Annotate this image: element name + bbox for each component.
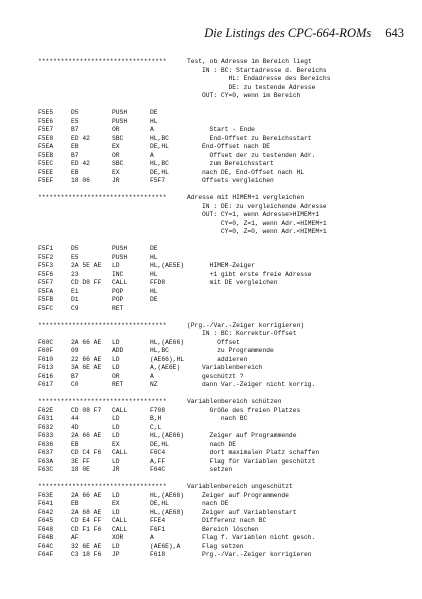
listing-line	[38, 177, 414, 186]
opcode-bytes: B7	[71, 126, 79, 133]
address: F5F6	[38, 270, 54, 278]
opcode-bytes: ED 42	[71, 134, 90, 142]
opcode-bytes: C3 18 F6	[71, 551, 102, 558]
address: F5E6	[38, 117, 54, 125]
comment: Offset der zu testenden Adr.	[202, 151, 316, 159]
comment: nach DE	[202, 500, 229, 507]
running-header	[40, 26, 404, 40]
listing-line	[38, 262, 414, 271]
listing-line	[38, 526, 414, 535]
opcode-bytes: 32 6E AE	[71, 542, 102, 550]
mnemonic: PUSH	[112, 117, 128, 125]
opcode-bytes: CD E4 FF	[71, 517, 102, 524]
opcode-bytes: EB	[71, 143, 79, 150]
address: F64B	[38, 534, 54, 541]
operand: HL,(AE66)	[150, 338, 185, 346]
listing-line	[38, 509, 414, 518]
operand: DE,HL	[150, 500, 169, 507]
operand: A	[150, 151, 154, 159]
opcode-bytes: D5	[71, 109, 79, 116]
operand: HL,BC	[150, 160, 169, 167]
operand: (AE66),HL	[150, 355, 185, 363]
opcode-bytes: CD F1 F6	[71, 525, 102, 533]
mnemonic: INC	[112, 270, 124, 278]
mnemonic: POP	[112, 296, 124, 303]
operand: DE	[150, 109, 158, 116]
listing-line	[38, 67, 414, 76]
opcode-bytes: 23	[71, 270, 79, 278]
mnemonic: LD	[112, 423, 120, 431]
mnemonic: PUSH	[112, 245, 128, 252]
opcode-bytes: E5	[71, 253, 79, 261]
opcode-bytes: 3A 6E AE	[71, 364, 102, 371]
address: F642	[38, 508, 54, 516]
mnemonic: JP	[112, 551, 120, 558]
comment: HIMEM-Zeiger	[202, 262, 255, 269]
opcode-bytes: C9	[71, 304, 79, 312]
comment: zum Bereichsstart	[202, 160, 274, 167]
running-title: Die Listings des CPC-664-ROMs	[204, 26, 372, 40]
listing-line	[38, 271, 414, 280]
address: F645	[38, 517, 54, 524]
opcode-bytes: AF	[71, 534, 79, 541]
comment: IN : BC: Korrektur-Offset	[202, 330, 297, 337]
listing-line	[38, 458, 414, 467]
comment: Zeiger auf Variablenstart	[202, 508, 297, 516]
comment: Offset	[202, 338, 240, 346]
listing-line	[38, 160, 414, 169]
comment: Prg.-/Var.-Zeiger korrigieren	[202, 551, 312, 558]
comment: Offsets vergleichen	[202, 177, 274, 184]
opcode-bytes: 2A 66 AE	[71, 491, 102, 499]
operand: DE,HL	[150, 168, 169, 176]
operand: HL,(AE5E)	[150, 262, 185, 269]
address: F64C	[38, 542, 54, 550]
comment: Zeiger auf Programmende	[202, 432, 297, 439]
mnemonic: EX	[112, 440, 120, 448]
operand: HL	[150, 270, 158, 278]
address: F5EE	[38, 168, 54, 176]
mnemonic: LD	[112, 432, 120, 439]
opcode-bytes: CD D8 FF	[71, 279, 102, 286]
listing-line	[38, 203, 414, 212]
address: F632	[38, 423, 54, 431]
operand: HL,BC	[150, 134, 169, 142]
operand: A,FF	[150, 457, 166, 465]
separator-rule: **********************************	[38, 398, 167, 405]
listing-line	[38, 118, 414, 127]
listing-line	[38, 109, 414, 118]
listing-line	[38, 135, 414, 144]
listing-line	[38, 254, 414, 263]
listing-line	[38, 220, 414, 229]
comment: zu Programmende	[202, 347, 274, 354]
listing-line	[38, 432, 414, 441]
operand: A	[150, 372, 154, 380]
operand: HL,(AE66)	[150, 491, 185, 499]
address: F648	[38, 525, 54, 533]
address: F62E	[38, 406, 54, 414]
listing-line	[38, 169, 414, 178]
listing-line	[38, 551, 414, 560]
comment: DE: zu testende Adresse	[202, 83, 316, 91]
address: F5EB	[38, 151, 54, 159]
address: F5E5	[38, 109, 54, 116]
opcode-bytes: EB	[71, 440, 79, 448]
opcode-bytes: D1	[71, 296, 79, 303]
mnemonic: PUSH	[112, 253, 128, 261]
comment: IN : DE: zu vergleichende Adresse	[202, 202, 327, 210]
listing-line	[38, 407, 414, 416]
address: F5EC	[38, 160, 54, 167]
listing-line	[38, 305, 414, 314]
opcode-bytes: CD C4 F6	[71, 449, 102, 456]
comment: End-Offset zu Bereichsstart	[202, 134, 312, 142]
operand: F6C4	[150, 449, 166, 456]
listing-line	[38, 296, 414, 305]
separator-rule: **********************************	[38, 321, 167, 329]
listing-line	[38, 517, 414, 526]
listing-line	[38, 288, 414, 297]
listing-line	[38, 84, 414, 93]
listing-line	[38, 543, 414, 552]
listing-line	[38, 126, 414, 135]
listing-line	[38, 143, 414, 152]
separator-rule: **********************************	[38, 483, 167, 490]
mnemonic: LD	[112, 457, 120, 465]
opcode-bytes: E1	[71, 287, 79, 295]
address: F5F1	[38, 245, 54, 252]
mnemonic: CALL	[112, 279, 128, 286]
opcode-bytes: D5	[71, 245, 79, 252]
operand: F5F7	[150, 177, 166, 184]
mnemonic: XOR	[112, 534, 124, 541]
comment: nach BC	[202, 415, 248, 422]
listing-line	[38, 58, 414, 67]
mnemonic: LD	[112, 542, 120, 550]
listing-line	[38, 441, 414, 450]
comment: OUT: CY=0, wenn im Bereich	[202, 92, 301, 99]
mnemonic: JR	[112, 466, 120, 473]
opcode-bytes: 44	[71, 415, 79, 422]
operand: B,H	[150, 415, 162, 422]
mnemonic: LD	[112, 262, 120, 269]
operand: F708	[150, 406, 166, 414]
listing-line	[38, 245, 414, 254]
comment: Variablenbereich schützen	[187, 398, 282, 405]
comment: End-Offset nach DE	[202, 143, 271, 150]
opcode-bytes: EB	[71, 168, 79, 176]
address: F60F	[38, 347, 54, 354]
listing-line	[38, 449, 414, 458]
operand: NZ	[150, 381, 158, 388]
operand: HL	[150, 287, 158, 295]
mnemonic: LD	[112, 508, 120, 516]
operand: FFE4	[150, 517, 166, 524]
operand: HL	[150, 253, 158, 261]
comment: Flag setzen	[202, 542, 244, 550]
block-spacer	[38, 475, 414, 484]
mnemonic: EX	[112, 168, 120, 176]
opcode-bytes: 22 66 AE	[71, 355, 102, 363]
mnemonic: SBC	[112, 160, 124, 167]
listing-line	[38, 194, 414, 203]
comment: Bereich löschen	[202, 525, 259, 533]
mnemonic: POP	[112, 287, 124, 295]
comment: Zeiger auf Programmende	[202, 491, 289, 499]
operand: A,(AE6E)	[150, 364, 181, 371]
comment: Start - Ende	[202, 126, 255, 133]
listing-line	[38, 492, 414, 501]
address: F5FB	[38, 296, 54, 303]
mnemonic: PUSH	[112, 109, 128, 116]
mnemonic: LD	[112, 491, 120, 499]
address: F637	[38, 449, 54, 456]
comment: setzen	[202, 466, 233, 473]
opcode-bytes: 2A 66 AE	[71, 338, 102, 346]
listing-line	[38, 356, 414, 365]
address: F5FC	[38, 304, 54, 312]
listing-line	[38, 75, 414, 84]
block-spacer	[38, 313, 414, 322]
block-spacer	[38, 101, 414, 110]
opcode-bytes: 2A 5E AE	[71, 262, 102, 269]
mnemonic: RET	[112, 304, 124, 312]
address: F613	[38, 364, 54, 371]
operand: F64C	[150, 466, 166, 473]
block-spacer	[38, 390, 414, 399]
address: F5FA	[38, 287, 54, 295]
mnemonic: CALL	[112, 517, 128, 524]
separator-rule: **********************************	[38, 194, 167, 201]
address: F5F7	[38, 279, 54, 286]
listing-line	[38, 483, 414, 492]
address: F633	[38, 432, 54, 439]
comment: +1 gibt erste freie Adresse	[202, 270, 312, 278]
block-spacer	[38, 237, 414, 246]
comment: Flag für Variablen geschützt	[202, 457, 316, 465]
comment: nach DE, End-Offset nach HL	[202, 168, 305, 176]
opcode-bytes: ED 42	[71, 160, 90, 167]
assembler-listing	[38, 58, 414, 560]
comment: IN : BC: Startadresse d. Bereichs	[202, 66, 327, 74]
listing-line	[38, 347, 414, 356]
opcode-bytes: 2A 68 AE	[71, 508, 102, 516]
listing-line	[38, 228, 414, 237]
comment: Test, ob Adresse im Bereich liegt	[187, 58, 312, 65]
mnemonic: LD	[112, 338, 120, 346]
comment: addieren	[202, 355, 248, 363]
operand: DE	[150, 245, 158, 252]
address: F5E8	[38, 134, 54, 142]
address: F641	[38, 500, 54, 507]
listing-line	[38, 92, 414, 101]
mnemonic: SBC	[112, 134, 124, 142]
address: F63A	[38, 457, 54, 465]
operand: C,L	[150, 423, 162, 431]
operand: HL,(AE66)	[150, 432, 185, 439]
operand: DE	[150, 296, 158, 303]
operand: A	[150, 534, 154, 541]
comment: dann Var.-Zeiger nicht korrig.	[202, 381, 316, 388]
opcode-bytes: 2A 66 AE	[71, 432, 102, 439]
opcode-bytes: B7	[71, 151, 79, 159]
mnemonic: ADD	[112, 347, 124, 354]
opcode-bytes: CD 08 F7	[71, 406, 102, 414]
listing-line	[38, 330, 414, 339]
mnemonic: OR	[112, 126, 120, 133]
mnemonic: OR	[112, 151, 120, 159]
listing-line	[38, 466, 414, 475]
mnemonic: CALL	[112, 449, 128, 456]
operand: FFD8	[150, 279, 166, 286]
operand: F6F1	[150, 525, 166, 533]
opcode-bytes: 4D	[71, 423, 79, 431]
separator-rule: **********************************	[38, 58, 167, 65]
operand: HL,(AE68)	[150, 508, 185, 516]
opcode-bytes: C0	[71, 381, 79, 388]
address: F636	[38, 440, 54, 448]
address: F5EF	[38, 177, 54, 184]
operand: DE,HL	[150, 143, 169, 150]
comment: (Prg.-/Var.-Zeiger korrigieren)	[187, 321, 305, 329]
listing-line	[38, 424, 414, 433]
address: F63E	[38, 491, 54, 499]
comment: Variablenbereich	[202, 364, 263, 371]
listing-line	[38, 211, 414, 220]
comment: CY=0, Z=0, wenn Adr.<HIMEM+1	[202, 228, 327, 235]
mnemonic: OR	[112, 372, 120, 380]
listing-line	[38, 415, 414, 424]
comment: Differenz nach BC	[202, 517, 267, 524]
mnemonic: LD	[112, 355, 120, 363]
opcode-bytes: B7	[71, 372, 79, 380]
address: F616	[38, 372, 54, 380]
listing-line	[38, 152, 414, 161]
listing-line	[38, 373, 414, 382]
comment: Größe des freien Platzes	[202, 406, 301, 414]
address: F60C	[38, 338, 54, 346]
operand: (AE6E),A	[150, 542, 181, 550]
opcode-bytes: EB	[71, 500, 79, 507]
address: F5EA	[38, 143, 54, 150]
opcode-bytes: 09	[71, 347, 79, 354]
mnemonic: EX	[112, 143, 120, 150]
comment: mit DE vergleichen	[202, 279, 278, 286]
mnemonic: RET	[112, 381, 124, 388]
mnemonic: EX	[112, 500, 120, 507]
opcode-bytes: E5	[71, 117, 79, 125]
comment: Variablenbereich ungeschützt	[187, 483, 293, 490]
address: F63C	[38, 466, 54, 473]
page-number: 643	[385, 26, 404, 40]
listing-line	[38, 322, 414, 331]
address: F610	[38, 355, 54, 363]
opcode-bytes: 18 06	[71, 177, 90, 184]
comment: geschützt ?	[202, 372, 244, 380]
comment: Adresse mit HIMEM+1 vergleichen	[187, 194, 305, 201]
mnemonic: LD	[112, 364, 120, 371]
operand: DE,HL	[150, 440, 169, 448]
operand: A	[150, 126, 154, 133]
comment: dort maximalen Platz schaffen	[202, 449, 320, 456]
listing-line	[38, 381, 414, 390]
address: F5E7	[38, 126, 54, 133]
address: F64F	[38, 551, 54, 558]
operand: HL	[150, 117, 158, 125]
comment: OUT: CY=1, wenn Adresse>HIMEM+1	[202, 211, 320, 218]
operand: F618	[150, 551, 166, 558]
block-spacer	[38, 186, 414, 195]
mnemonic: CALL	[112, 406, 128, 414]
opcode-bytes: 18 0E	[71, 466, 90, 473]
opcode-bytes: 3E FF	[71, 457, 90, 465]
address: F5F2	[38, 253, 54, 261]
listing-line	[38, 279, 414, 288]
address: F617	[38, 381, 54, 388]
mnemonic: CALL	[112, 525, 128, 533]
listing-line	[38, 500, 414, 509]
comment: HL: Endadresse des Bereichs	[202, 75, 331, 82]
comment: Flag f. Variablen nicht gesch.	[202, 534, 316, 541]
comment: CY=0, Z=1, wenn Adr.=HIMEM+1	[202, 219, 327, 227]
mnemonic: LD	[112, 415, 120, 422]
address: F631	[38, 415, 54, 422]
listing-line	[38, 398, 414, 407]
listing-line	[38, 534, 414, 543]
listing-line	[38, 364, 414, 373]
operand: HL,BC	[150, 347, 169, 354]
address: F5F3	[38, 262, 54, 269]
mnemonic: JR	[112, 177, 120, 184]
listing-line	[38, 339, 414, 348]
comment: nach DE	[202, 440, 237, 448]
